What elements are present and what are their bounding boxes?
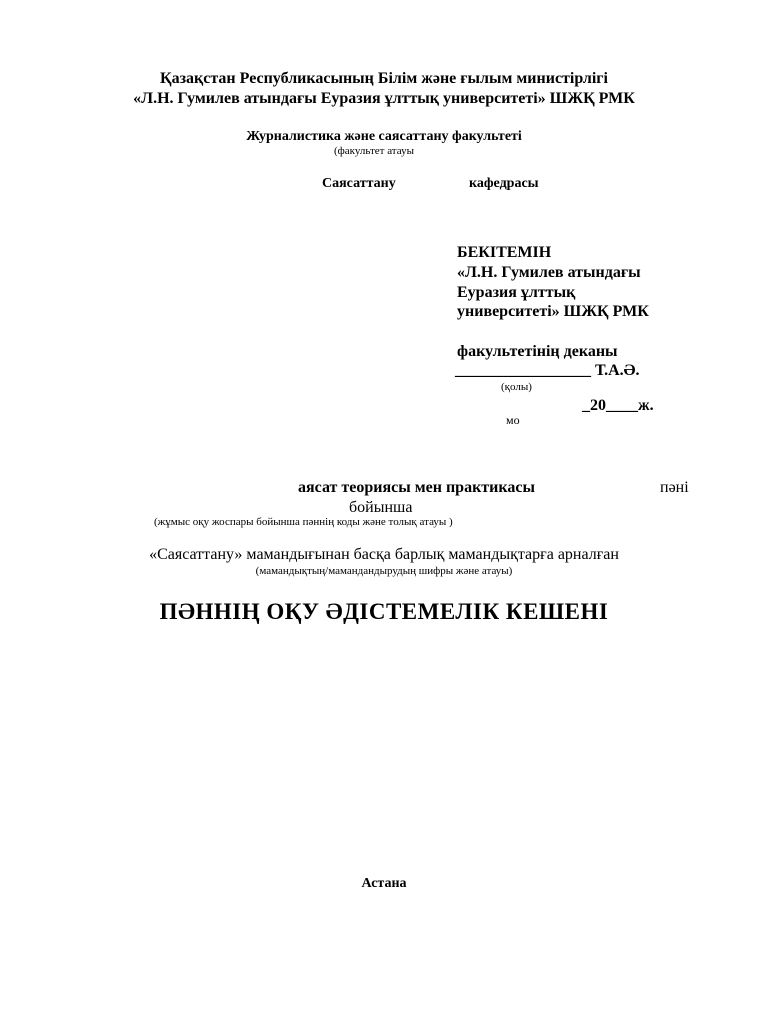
department-name: Саясаттану [322, 176, 396, 191]
date-line: _20____ж. [582, 397, 654, 414]
faculty-caption: (факультет атауы [334, 145, 414, 157]
subject-suffix: пәні [660, 479, 689, 496]
subject-suffix-2: бойынша [349, 499, 413, 516]
ministry-line: Қазақстан Республикасының Білім және ғылым министірлігі [160, 70, 608, 87]
specialty-line: «Саясаттану» мамандығынан басқа барлық мамандықтарға арналған [149, 546, 619, 563]
approval-title: БЕКІТЕМІН [457, 244, 552, 261]
document-title: ПӘННІҢ ОҚУ ӘДІСТЕМЕЛІК КЕШЕНІ [159, 599, 609, 624]
faculty-line: Журналистика және саясаттану факультеті [246, 129, 522, 144]
signature-caption: (қолы) [501, 381, 532, 393]
city-line: Астана [361, 876, 407, 891]
department-word: кафедрасы [469, 176, 539, 191]
university-line: «Л.Н. Гумилев атындағы Еуразия ұлттық университеті» ШЖҚ РМК [133, 90, 635, 107]
specialty-caption: (мамандықтың/мамандандырудың шифры және атауы) [255, 565, 513, 577]
approval-line-3: университеті» ШЖҚ РМК [457, 303, 649, 320]
subject-name: аясат теориясы мен практикасы [298, 479, 535, 496]
dean-line: факультетінің деканы [457, 343, 618, 360]
subject-caption: (жұмыс оқу жоспары бойынша пәннің коды және толық атауы ) [154, 516, 453, 528]
approval-line-2: Еуразия ұлттық [457, 284, 576, 301]
signature-line: _________________ Т.А.Ә. [455, 362, 640, 379]
date-caption: мо [506, 413, 520, 427]
approval-line-1: «Л.Н. Гумилев атындағы [457, 264, 641, 281]
